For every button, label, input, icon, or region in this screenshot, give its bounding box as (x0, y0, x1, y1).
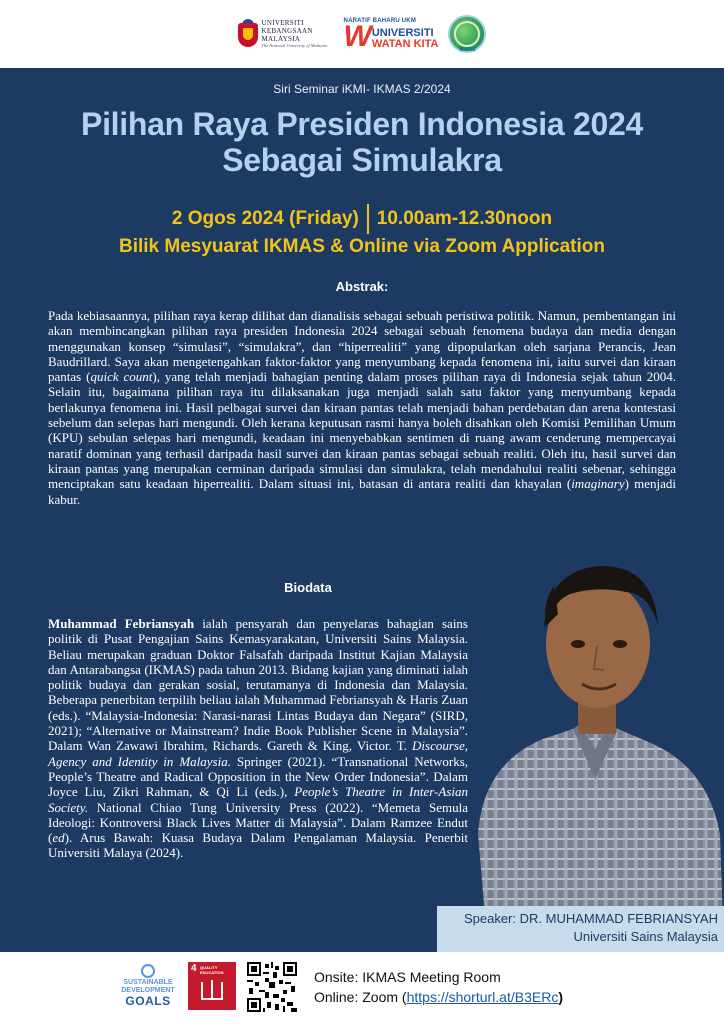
sdg-line2: DEVELOPMENT (121, 987, 175, 994)
book-icon (201, 982, 223, 1000)
ukm-logo (238, 19, 328, 49)
speaker-photo (458, 534, 724, 952)
goal-label: QUALITY EDUCATION (200, 965, 224, 975)
uwk-w-mark: W (343, 20, 372, 53)
biodata-heading: Biodata (284, 580, 332, 595)
footer (0, 952, 724, 1024)
goal-number: 4 (191, 963, 197, 974)
sdg-logo (118, 964, 178, 1007)
poster-main-panel (0, 68, 724, 952)
abstract-heading: Abstrak: (335, 279, 389, 294)
seminar-series: Siri Seminar iKMI- IKMAS 2/2024 (273, 82, 451, 96)
abstract-text: Pada kebiasaannya, pilihan raya kerap dilihat dan dianalisis sebagai sebuah peristiwa politik. Namun, pembentangan ini akan membincangkan pilihan raya presiden Indonesia 2024 sebagai sebuah fenomena budaya dan media dengan menggunakan konsep “simulasi”, “simulakra”, dan “hiperrealiti” yang dipopularkan oleh sarjana Perancis, Jean Baudrillard. Saya akan mengetengahkan faktor-faktor yang menyumbang kepada fenomena ini, iaitu survei dan kiraan pantas (quick count), yang telah menjadi bahagian penting dalam proses pilihan raya di Indonesia sejak tahun 2004. Selain itu, bagaimana pilihan raya itu dilaksanakan juga menjadi salah satu faktor yang menyumbang kepada berlakunya fenomena ini. Hasil pelbagai survei dan kiraan pantas telah menjadi bahan perdebatan dan arena kontestasi sebelum dan selepas hari mengundi. Oleh kerana keputusan rasmi hanya boleh disahkan oleh Komisi Pemilihan Umum (KPU) sebulan selepas hari mengundi, keadaan ini menyebabkan sentimen di ruang awam cenderung mempercayai naratif dominan yang terhasil daripada hasil survei dan kiraan pantas sebagai sebuah realiti. Oleh itu, hasil survei dan kiraan pantas yang merupakan cerminan daripada simulasi dan simulakra, telah mendahului realiti sebenar, sehingga menciptakan satu keadaan hiperrealiti. Dalam situasi ini, batasan di antara realiti dan khayalan (imaginary) menjadi kabur. (48, 308, 676, 507)
event-datetime (0, 204, 724, 234)
event-date: 2 Ogos 2024 (Friday) (171, 208, 359, 229)
speaker-name: Speaker: DR. MUHAMMAD FEBRIANSYAH (463, 911, 718, 926)
uwk-tagline: NARATIF BAHARU UKM (343, 18, 417, 24)
un-globe-icon (141, 964, 155, 978)
ukm-name-line2: KEBANGSAAN (261, 27, 313, 35)
event-title-line1: Pilihan Raya Presiden Indonesia 2024 (81, 106, 643, 142)
ikmas-logo-label: IKMAS (459, 47, 476, 53)
ukm-crest-icon (238, 19, 258, 49)
biodata-text: Muhammad Febriansyah ialah pensyarah dan penyelaras bahagian sains politik di Pusat Pengajian Sains Kemasyarakatan, Universiti Sains Malaysia. Beliau merupakan graduan Doktor Falsafah daripada Institut Kajian Malaysia dan Antarabangsa (IKMAS) pada tahun 2013. Bidang kajian yang diminati ialah politik budaya dan gerakan sosial, terutamanya di Indonesia dan Malaysia. Beberapa penerbitan terpilih beliau ialah Muhammad Febriansyah & Haris Zuan (eds.). “Malaysia-Indonesia: Narasi-narasi Lintas Budaya dan Negara” (SIRD, 2021); “Alternative or Mainstream? Indie Book Publisher Scene in Malaysia”. Dalam Wan Zawawi Ibrahim, Richards. Gareth & King, Victor. T. Discourse, Agency and Identity in Malaysia. Springer (2021). “Transnational Networks, People’s Theatre and Radical Opposition in the New Order Indonesia”. Dalam Joyce Liu, Zikri Rahman, & Qi Li (eds.), People’s Theatre in Inter-Asian Society. National Chiao Tung University Press (2022). “Memeta Semula Ideologi: Kontroversi Black Lives Matter di Malaysia”. Dalam Ramzee Endut (ed). Arus Bawah: Kuasa Budaya Dalam Pengalaman Malaysia. Penerbit Universiti Malaya (2024). (48, 616, 468, 861)
ukm-name-line3: MALAYSIA (261, 35, 301, 43)
online-zoom-line: Online: Zoom (https://shorturl.at/B3ERc) (314, 989, 563, 1005)
event-time: 10.00am-12.30noon (376, 208, 553, 229)
onsite-location: Onsite: IKMAS Meeting Room (314, 969, 501, 985)
ikmas-logo (448, 15, 486, 53)
sdg-goal-4-badge (188, 962, 236, 1010)
zoom-link[interactable]: https://shorturl.at/B3ERc (406, 989, 559, 1005)
event-title (0, 106, 724, 178)
event-title-line2: Sebagai Simulakra (222, 142, 502, 178)
qr-code-icon[interactable] (247, 962, 297, 1012)
uwk-word1: UNIVERSITI (371, 27, 434, 39)
universiti-watan-kita-logo (343, 18, 439, 53)
sdg-line1: SUSTAINABLE (123, 979, 173, 986)
ukm-name-line1: UNIVERSITI (261, 19, 304, 27)
uwk-word2: WATAN KITA (371, 38, 439, 50)
datetime-divider (367, 204, 369, 234)
speaker-caption (437, 906, 724, 952)
ukm-tagline: The National University of Malaysia (261, 43, 328, 48)
sdg-line3: GOALS (125, 994, 171, 1008)
speaker-affiliation: Universiti Sains Malaysia (573, 929, 718, 944)
event-access-info (314, 967, 563, 1007)
header-logo-bar (0, 0, 724, 68)
event-venue: Bilik Mesyuarat IKMAS & Online via Zoom Application (119, 236, 605, 257)
